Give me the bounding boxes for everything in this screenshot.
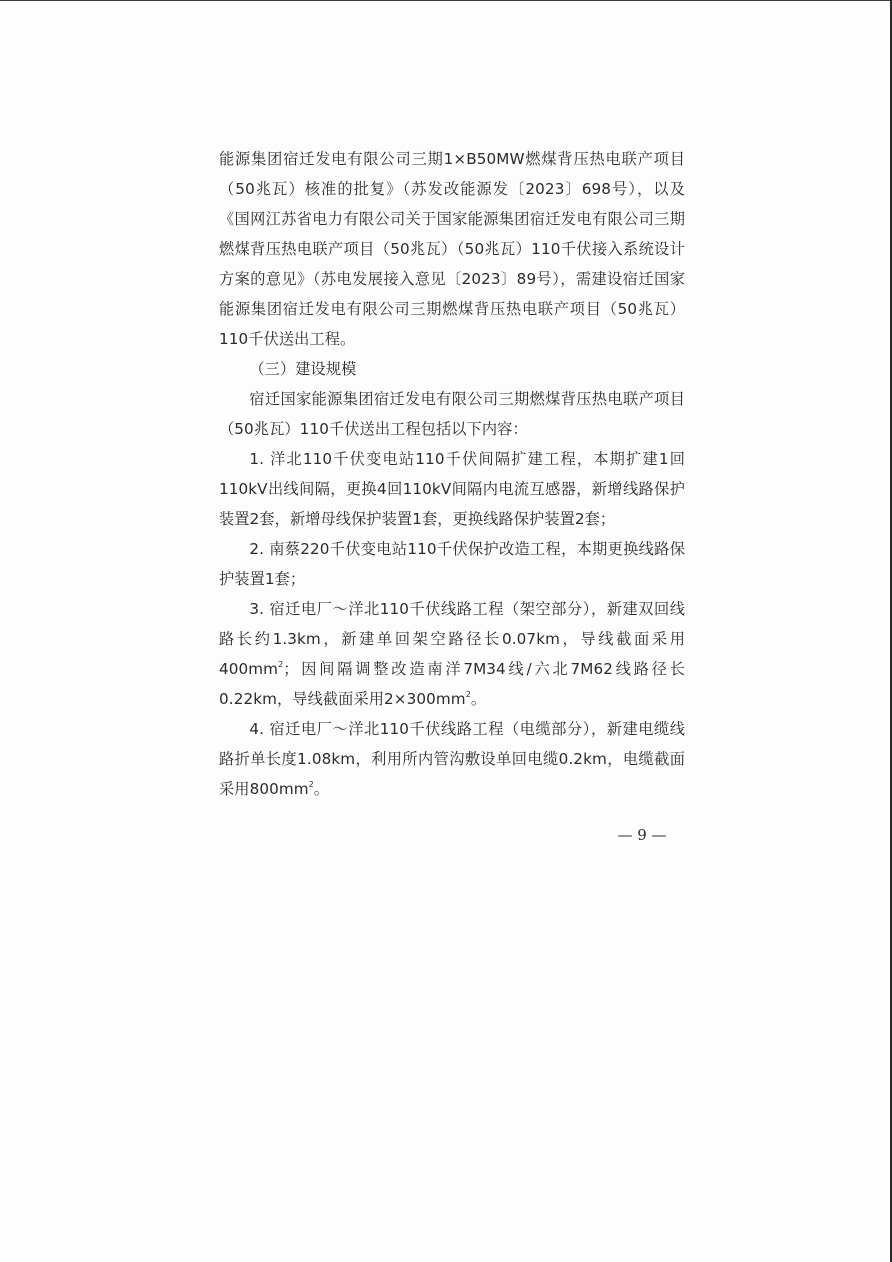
page-number: — 9 — [617, 826, 667, 844]
list-item-3-part-c: 。 [470, 690, 487, 708]
paragraph-approval-reference: 能源集团宿迁发电有限公司三期1×B50MW燃煤背压热电联产项目（50兆瓦）核准的批复》（苏发改能源发〔2023〕698号），以及《国网江苏省电力有限公司关于国家能源集团宿迁发电有限公司三期燃煤背压热电联产项目（50兆瓦）（50兆瓦）110千伏接入系统设计方案的意见》（苏电发展接入意见〔2023〕89号），需建设宿迁国家能源集团宿迁发电有限公司三期燃煤背压热电联产项目（50兆瓦）110千伏送出工程。 [219, 150, 685, 348]
paragraph-scope-intro: 宿迁国家能源集团宿迁发电有限公司三期燃煤背压热电联产项目（50兆瓦）110千伏送出工程包括以下内容： [219, 390, 685, 438]
section-heading-construction-scale: （三）建设规模 [249, 360, 357, 378]
list-item-1: 1. 洋北110千伏变电站110千伏间隔扩建工程，本期扩建1回110kV出线间隔，更换4回110kV间隔内电流互感器，新增线路保护装置2套，新增母线保护装置1套，更换线路保护装置2套； [219, 450, 685, 528]
list-item-4 [219, 714, 685, 804]
superscript-squared: 2 [308, 780, 314, 789]
list-item-4-part-a: 4. 宿迁电厂～洋北110千伏线路工程（电缆部分），新建电缆线路折单长度1.08km，利用所内管沟敷设单回电缆0.2km，电缆截面采用800mm [219, 720, 685, 798]
list-item-3-part-b: ；因间隔调整改造南洋7M34线/六北7M62线路径长0.22km，导线截面采用2×300mm [219, 660, 685, 708]
list-item-2: 2. 南蔡220千伏变电站110千伏保护改造工程，本期更换线路保护装置1套； [219, 540, 685, 588]
page-top-border [0, 0, 892, 1]
list-item-3-part-a: 3. 宿迁电厂～洋北110千伏线路工程（架空部分），新建双回线路长约1.3km，新建单回架空路径长0.07km，导线截面采用400mm [219, 600, 685, 678]
document-body [219, 144, 685, 804]
superscript-squared: 2 [465, 690, 471, 699]
superscript-squared: 2 [278, 660, 284, 669]
list-item-4-part-b: 。 [313, 780, 330, 798]
list-item-3 [219, 594, 685, 714]
